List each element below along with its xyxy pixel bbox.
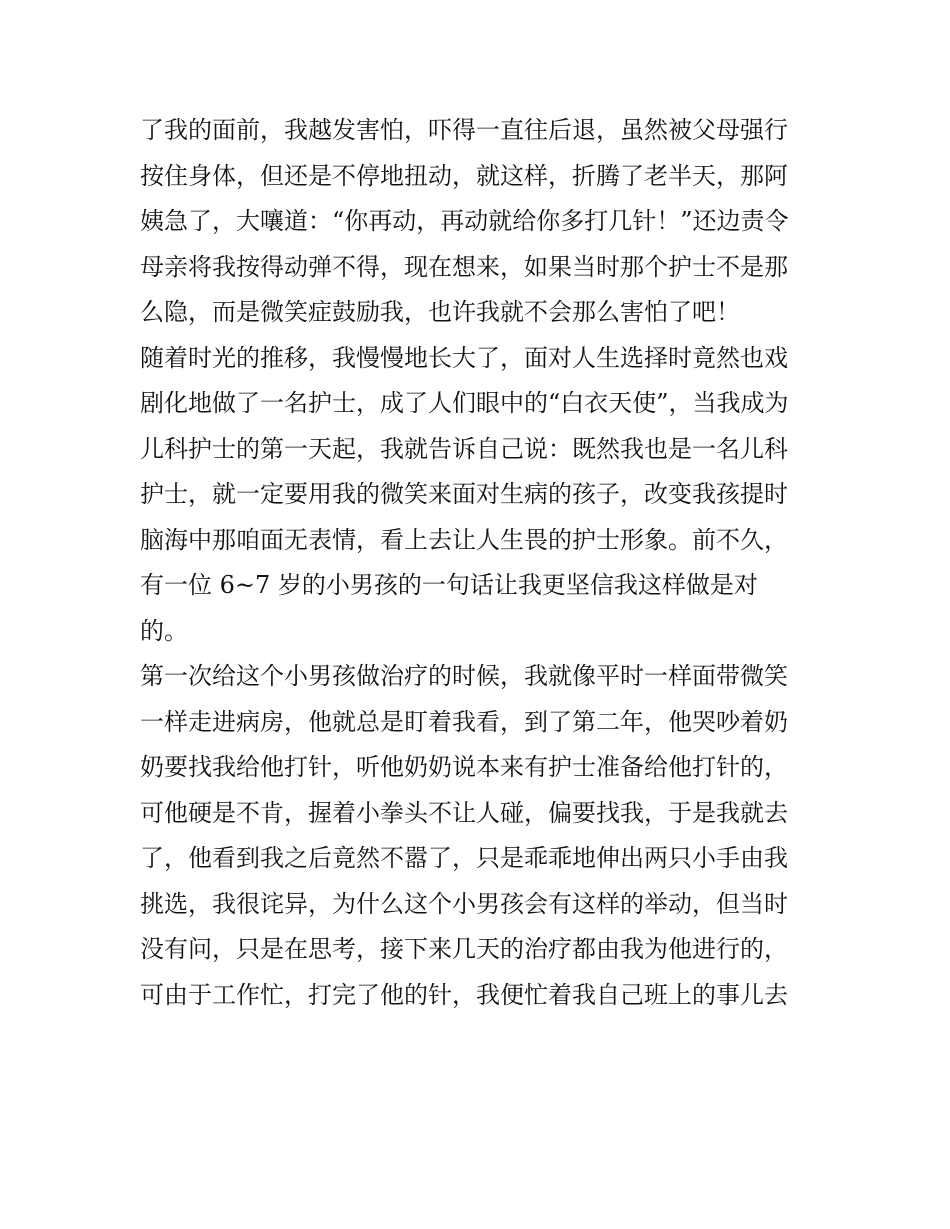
text-line: 奶要找我给他打针，听他奶奶说本来有护士准备给他打针的， (140, 753, 788, 781)
text-line: 儿科护士的第一天起，我就告诉自己说：既然我也是一名儿科 (140, 434, 788, 463)
text-line: 随着时光的推移，我慢慢地长大了，面对人生选择时竟然也戏 (140, 343, 788, 372)
text-line: 有一位 6~7 岁的小男孩的一句话让我更坚信我这样做是对 (140, 571, 758, 599)
text-line: 挑选，我很诧异，为什么这个小男孩会有这样的举动，但当时 (140, 889, 788, 918)
text-line: 按住身体，但还是不停地扭动，就这样，折腾了老半天，那阿 (140, 161, 788, 190)
text-line: 可由于工作忙，打完了他的针，我便忙着我自己班上的事儿去 (140, 980, 788, 1009)
text-line: 一样走进病房，他就总是盯着我看，到了第二年，他哭吵着奶 (140, 707, 788, 736)
body-text (140, 108, 820, 1018)
text-line: 第一次给这个小男孩做治疗的时候，我就像平时一样面带微笑 (140, 662, 788, 690)
text-line: 母亲将我按得动弹不得，现在想来，如果当时那个护士不是那 (140, 252, 788, 281)
text-line: 的。 (140, 616, 188, 645)
text-line: 可他硬是不肯，握着小拳头不让人碰，偏要找我，于是我就去 (140, 798, 788, 827)
text-line: 剧化地做了一名护士，成了人们眼中的“白衣天使”，当我成为 (140, 389, 789, 417)
text-line: 脑海中那咱面无表情，看上去让人生畏的护士形象。前不久， (140, 525, 788, 554)
text-line: 了我的面前，我越发害怕，吓得一直往后退，虽然被父母强行 (140, 116, 788, 144)
text-line: 么隐，而是微笑症鼓励我，也许我就不会那么害怕了吧！ (140, 298, 740, 326)
text-line: 姨急了，大嚷道：“你再动，再动就给你多打几针！”还边责令 (140, 207, 789, 235)
text-line: 了，他看到我之后竟然不嚣了，只是乖乖地伸出两只小手由我 (140, 844, 788, 872)
text-line: 没有问，只是在思考，接下来几天的治疗都由我为他进行的， (140, 935, 788, 963)
text-line: 护士，就一定要用我的微笑来面对生病的孩子，改变我孩提时 (140, 480, 788, 508)
